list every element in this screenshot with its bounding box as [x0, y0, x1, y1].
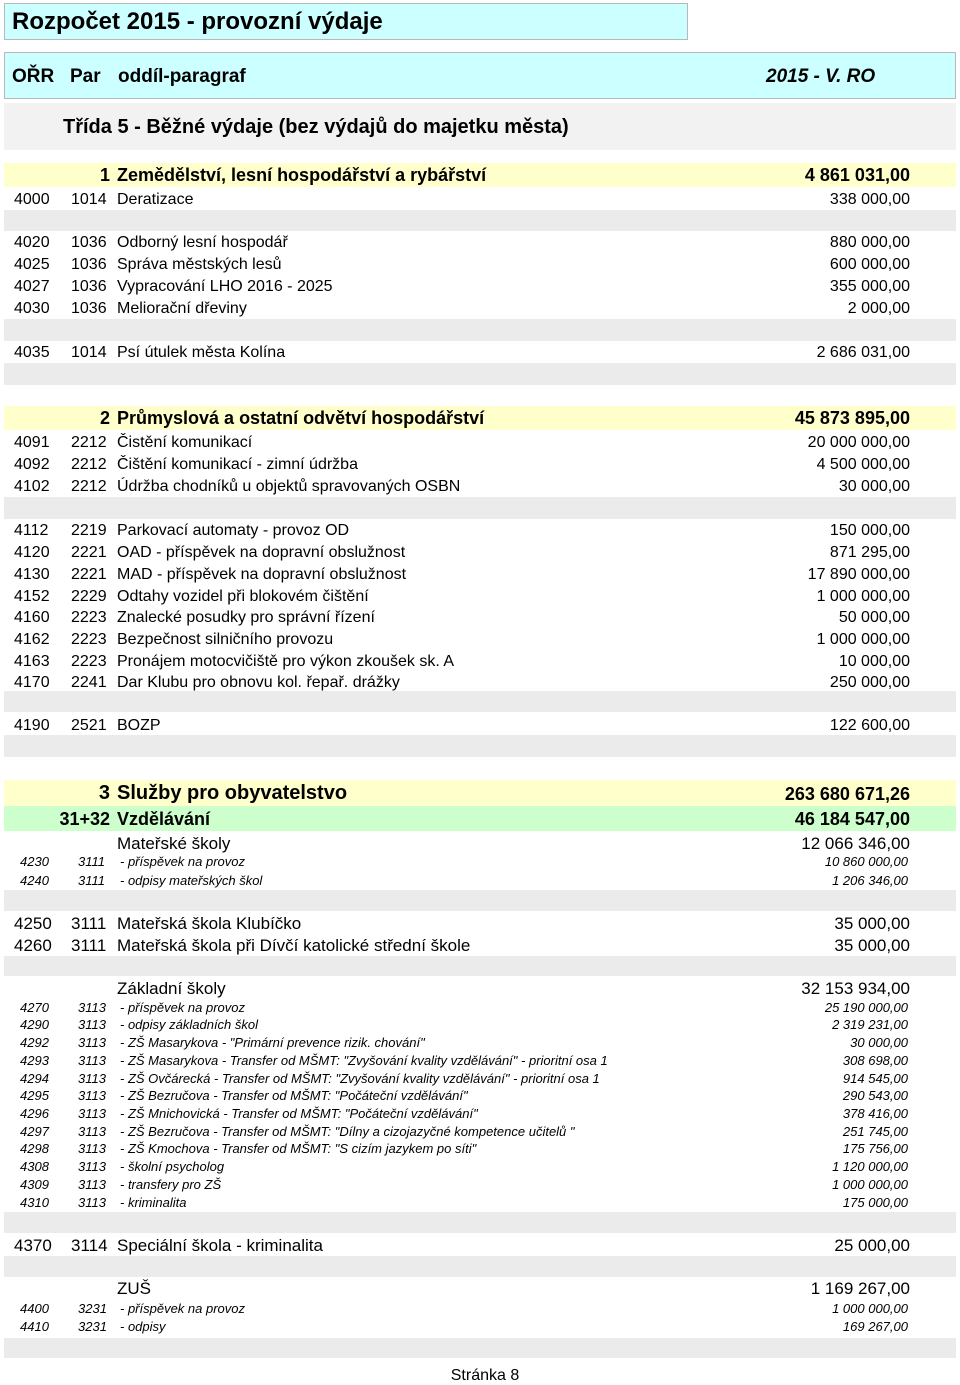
description-cell: Základní školy	[117, 979, 226, 998]
description-cell: - ZŠ Bezručova - Transfer od MŠMT: "Dílny a cizojazyčné kompetence učitelů "	[120, 1124, 575, 1139]
description-cell: - ZŠ Masarykova - Transfer od MŠMT: "Zvyšování kvality vzdělávání" - prioritní osa 1	[120, 1053, 608, 1068]
orr-cell: 4035	[14, 344, 50, 361]
orr-cell: 4309	[20, 1177, 49, 1192]
table-row	[0, 714, 960, 736]
amount-cell: 871 295,00	[829, 544, 910, 561]
amount-cell: 1 000 000,00	[816, 588, 910, 605]
amount-cell: 4 861 031,00	[804, 165, 910, 185]
description-cell: Čistění komunikací	[117, 434, 253, 451]
par-cell: 1036	[71, 234, 107, 251]
par-cell: 3113	[78, 1141, 106, 1156]
table-row	[0, 1123, 960, 1141]
amount-cell: 914 545,00	[842, 1071, 908, 1086]
separator-band	[4, 319, 956, 341]
column-header	[4, 52, 956, 99]
par-cell: 1036	[71, 278, 107, 295]
amount-cell: 355 000,00	[829, 278, 910, 295]
table-row	[0, 912, 960, 934]
table-row	[0, 853, 960, 871]
table-row	[0, 1087, 960, 1105]
amount-cell: 25 000,00	[834, 1236, 910, 1255]
separator-band	[4, 1338, 956, 1358]
par-cell: 1036	[71, 256, 107, 273]
orr-cell: 4250	[14, 914, 52, 933]
amount-cell: 150 000,00	[829, 522, 910, 539]
orr-cell: 4091	[14, 434, 50, 451]
orr-cell: 4296	[20, 1106, 49, 1121]
table-row	[0, 585, 960, 607]
table-row	[0, 1300, 960, 1318]
amount-cell: 45 873 895,00	[794, 408, 910, 428]
separator-band	[4, 1256, 956, 1277]
amount-cell: 250 000,00	[829, 674, 910, 691]
par-cell: 1036	[71, 300, 107, 317]
description-cell: Správa městských lesů	[117, 256, 282, 273]
orr-cell: 4292	[20, 1035, 49, 1050]
par-cell: 3231	[78, 1319, 107, 1334]
header-par: Par	[70, 66, 101, 87]
description-cell: - ZŠ Mnichovická - Transfer od MŠMT: "Počáteční vzdělávání"	[120, 1106, 478, 1121]
table-row	[0, 1158, 960, 1176]
table-row	[0, 541, 960, 563]
amount-cell: 378 416,00	[842, 1106, 908, 1121]
orr-cell: 4310	[20, 1195, 49, 1210]
orr-cell: 4270	[20, 1000, 49, 1015]
description-cell: Mateřská škola Klubíčko	[117, 914, 302, 933]
amount-cell: 600 000,00	[829, 256, 910, 273]
orr-cell: 4020	[14, 234, 50, 251]
orr-cell: 4030	[14, 300, 50, 317]
description-cell: Zemědělství, lesní hospodářství a rybářství	[117, 165, 487, 185]
amount-cell: 17 890 000,00	[807, 566, 910, 583]
table-row	[0, 671, 960, 693]
table-row	[0, 1105, 960, 1123]
orr-cell: 4027	[14, 278, 50, 295]
table-row	[0, 1318, 960, 1336]
par-cell: 3113	[78, 1035, 106, 1050]
amount-cell: 12 066 346,00	[801, 834, 910, 853]
orr-cell: 4293	[20, 1053, 49, 1068]
amount-cell: 251 745,00	[842, 1124, 908, 1139]
orr-cell: 4130	[14, 566, 50, 583]
amount-cell: 175 000,00	[842, 1195, 908, 1210]
description-cell: Pronájem motocvičiště pro výkon zkoušek sk. A	[117, 653, 455, 670]
amount-cell: 880 000,00	[829, 234, 910, 251]
description-cell: - ZŠ Kmochova - Transfer od MŠMT: "S cizím jazykem po síti"	[120, 1141, 477, 1156]
par-cell: 1014	[71, 344, 107, 361]
orr-cell: 4120	[14, 544, 50, 561]
description-cell: Meliorační dřeviny	[117, 300, 247, 317]
group-row	[0, 832, 960, 854]
amount-cell: 175 756,00	[842, 1141, 908, 1156]
description-cell: Vypracování LHO 2016 - 2025	[117, 278, 333, 295]
par-cell: 2212	[71, 456, 107, 473]
description-cell: ZUŠ	[117, 1279, 151, 1298]
separator-band	[4, 735, 956, 757]
description-cell: - odpisy	[120, 1319, 166, 1334]
orr-cell: 4295	[20, 1088, 49, 1103]
amount-cell: 338 000,00	[829, 191, 910, 208]
table-row	[0, 253, 960, 275]
amount-cell: 308 698,00	[842, 1053, 908, 1068]
amount-cell: 30 000,00	[838, 478, 910, 495]
par-cell: 3113	[78, 1159, 106, 1174]
table-row	[0, 606, 960, 628]
section-row	[4, 780, 956, 806]
description-cell: Průmyslová a ostatní odvětví hospodářství	[117, 408, 485, 428]
par-cell: 3	[98, 782, 110, 804]
par-cell: 2221	[71, 544, 107, 561]
description-cell: - odpisy základních škol	[120, 1017, 259, 1032]
description-cell: - ZŠ Masarykova - "Primární prevence rizik. chování"	[120, 1035, 425, 1050]
description-cell: BOZP	[117, 717, 161, 734]
description-cell: Odtahy vozidel při blokovém čištění	[117, 588, 369, 605]
orr-cell: 4025	[14, 256, 50, 273]
orr-cell: 4294	[20, 1071, 49, 1086]
separator-band	[4, 210, 956, 231]
amount-cell: 263 680 671,26	[784, 784, 910, 804]
description-cell: Speciální škola - kriminalita	[117, 1236, 323, 1255]
orr-cell: 4102	[14, 478, 50, 495]
par-cell: 3113	[78, 1071, 106, 1086]
orr-cell: 4400	[20, 1301, 49, 1316]
amount-cell: 1 169 267,00	[810, 1279, 910, 1298]
separator-band	[4, 363, 956, 385]
table-row	[0, 1140, 960, 1158]
orr-cell: 4162	[14, 631, 50, 648]
par-cell: 2223	[71, 653, 107, 670]
amount-cell: 1 120 000,00	[832, 1159, 908, 1174]
orr-cell: 4298	[20, 1141, 49, 1156]
par-cell: 3113	[78, 1124, 106, 1139]
orr-cell: 4092	[14, 456, 50, 473]
par-cell: 3111	[78, 854, 105, 869]
table-row	[0, 872, 960, 890]
par-cell: 3113	[78, 1000, 106, 1015]
page-title-box	[4, 3, 688, 40]
separator-band	[4, 691, 956, 712]
orr-cell: 4308	[20, 1159, 49, 1174]
table-row	[0, 628, 960, 650]
description-cell: - transfery pro ZŠ	[120, 1177, 222, 1192]
amount-cell: 50 000,00	[838, 609, 910, 626]
par-cell: 2229	[71, 588, 107, 605]
orr-cell: 4152	[14, 588, 50, 605]
description-cell: - příspěvek na provoz	[120, 1000, 246, 1015]
amount-cell: 35 000,00	[834, 936, 910, 955]
par-cell: 3113	[78, 1106, 106, 1121]
par-cell: 3113	[78, 1177, 106, 1192]
description-cell: Vzdělávání	[117, 809, 211, 829]
par-cell: 1014	[71, 191, 107, 208]
par-cell: 2219	[71, 522, 107, 539]
amount-cell: 35 000,00	[834, 914, 910, 933]
orr-cell: 4160	[14, 609, 50, 626]
description-cell: Parkovací automaty - provoz OD	[117, 522, 350, 539]
description-cell: - příspěvek na provoz	[120, 854, 246, 869]
amount-cell: 46 184 547,00	[794, 809, 910, 829]
par-cell: 1	[99, 165, 110, 185]
orr-cell: 4370	[14, 1236, 52, 1255]
amount-cell: 2 686 031,00	[816, 344, 910, 361]
table-row	[0, 275, 960, 297]
par-cell: 3113	[78, 1017, 106, 1032]
orr-cell: 4170	[14, 674, 50, 691]
orr-cell: 4290	[20, 1017, 49, 1032]
par-cell: 2223	[71, 609, 107, 626]
amount-cell: 25 190 000,00	[824, 1000, 908, 1015]
header-orr: OŘR	[12, 66, 55, 87]
class-heading	[4, 103, 956, 150]
amount-cell: 2 319 231,00	[832, 1017, 908, 1032]
table-row	[0, 563, 960, 585]
orr-cell: 4410	[20, 1319, 49, 1334]
separator-band	[4, 497, 956, 519]
description-cell: MAD - příspěvek na dopravní obslužnost	[117, 566, 407, 583]
description-cell: Psí útulek města Kolína	[117, 344, 286, 361]
orr-cell: 4230	[20, 854, 49, 869]
description-cell: OAD - příspěvek na dopravní obslužnost	[117, 544, 406, 561]
table-row	[0, 999, 960, 1017]
description-cell: Čištění komunikací - zimní údržba	[117, 456, 358, 473]
table-row	[0, 188, 960, 210]
amount-cell: 32 153 934,00	[801, 979, 910, 998]
amount-cell: 1 206 346,00	[832, 873, 908, 888]
par-cell: 3111	[71, 914, 107, 933]
amount-cell: 122 600,00	[829, 717, 910, 734]
table-row	[0, 1070, 960, 1088]
amount-cell: 2 000,00	[847, 300, 910, 317]
table-row	[0, 453, 960, 475]
amount-cell: 169 267,00	[842, 1319, 908, 1334]
header-year: 2015 - V. RO	[766, 66, 876, 87]
description-cell: - ZŠ Bezručova - Transfer od MŠMT: "Počáteční vzdělávání"	[120, 1088, 468, 1103]
table-row	[0, 1052, 960, 1070]
par-cell: 2212	[71, 434, 107, 451]
description-cell: Odborný lesní hospodář	[117, 234, 288, 251]
amount-cell: 20 000 000,00	[807, 434, 910, 451]
par-cell: 31+32	[59, 809, 110, 829]
par-cell: 3231	[78, 1301, 107, 1316]
description-cell: Údržba chodníků u objektů spravovaných OSBN	[117, 478, 461, 495]
group-row	[0, 977, 960, 999]
table-row	[0, 475, 960, 497]
par-cell: 3111	[71, 936, 107, 955]
description-cell: - kriminalita	[120, 1195, 187, 1210]
amount-cell: 4 500 000,00	[816, 456, 910, 473]
group-row	[0, 1277, 960, 1299]
table-row	[0, 1176, 960, 1194]
page-title: Rozpočet 2015 - provozní výdaje	[12, 8, 383, 35]
description-cell: Bezpečnost silničního provozu	[117, 631, 334, 648]
page-number: Stránka 8	[450, 1367, 520, 1384]
amount-cell: 1 000 000,00	[832, 1177, 908, 1192]
class-heading-text: Třída 5 - Běžné výdaje (bez výdajů do majetku města)	[63, 116, 569, 138]
amount-cell: 10 000,00	[838, 653, 910, 670]
orr-cell: 4112	[14, 522, 49, 539]
par-cell: 2	[99, 408, 110, 428]
table-row	[0, 1234, 960, 1256]
table-row	[0, 650, 960, 672]
par-cell: 3113	[78, 1195, 106, 1210]
section-row	[4, 163, 956, 187]
table-row	[0, 431, 960, 453]
description-cell: - odpisy mateřských škol	[120, 873, 263, 888]
par-cell: 2212	[71, 478, 107, 495]
header-oddil-paragraf: oddíl-paragraf	[118, 66, 246, 87]
separator-band	[4, 1212, 956, 1233]
description-cell: - ZŠ Ovčárecká - Transfer od MŠMT: "Zvyšování kvality vzdělávání" - prioritní osa 1	[120, 1071, 600, 1086]
table-row	[0, 297, 960, 319]
separator-band	[4, 890, 956, 911]
orr-cell: 4240	[20, 873, 49, 888]
amount-cell: 1 000 000,00	[816, 631, 910, 648]
par-cell: 2221	[71, 566, 107, 583]
table-row	[0, 231, 960, 253]
description-cell: - příspěvek na provoz	[120, 1301, 246, 1316]
description-cell: Služby pro obyvatelstvo	[117, 782, 348, 804]
par-cell: 3114	[71, 1236, 108, 1255]
orr-cell: 4297	[20, 1124, 49, 1139]
amount-cell: 1 000 000,00	[832, 1301, 908, 1316]
table-row	[0, 519, 960, 541]
table-row	[0, 934, 960, 956]
orr-cell: 4190	[14, 717, 50, 734]
description-cell: Mateřská škola při Dívčí katolické střední škole	[117, 936, 471, 955]
amount-cell: 10 860 000,00	[824, 854, 908, 869]
description-cell: Dar Klubu pro obnovu kol. řepař. drážky	[117, 674, 400, 691]
par-cell: 2223	[71, 631, 107, 648]
section-row	[4, 406, 956, 430]
par-cell: 3111	[78, 873, 105, 888]
orr-cell: 4260	[14, 936, 52, 955]
amount-cell: 290 543,00	[842, 1088, 908, 1103]
par-cell: 3113	[78, 1088, 106, 1103]
description-cell: Znalecké posudky pro správní řízení	[117, 609, 375, 626]
table-row	[0, 1016, 960, 1034]
orr-cell: 4163	[14, 653, 50, 670]
par-cell: 2521	[71, 717, 107, 734]
description-cell: Deratizace	[117, 191, 194, 208]
separator-band	[4, 956, 956, 976]
subsection-row	[4, 806, 956, 831]
table-row	[0, 341, 960, 363]
description-cell: Mateřské školy	[117, 834, 231, 853]
description-cell: - školní psycholog	[120, 1159, 225, 1174]
amount-cell: 30 000,00	[850, 1035, 908, 1050]
par-cell: 2241	[71, 674, 107, 691]
par-cell: 3113	[78, 1053, 106, 1068]
orr-cell: 4000	[14, 191, 50, 208]
table-row	[0, 1194, 960, 1212]
table-row	[0, 1034, 960, 1052]
